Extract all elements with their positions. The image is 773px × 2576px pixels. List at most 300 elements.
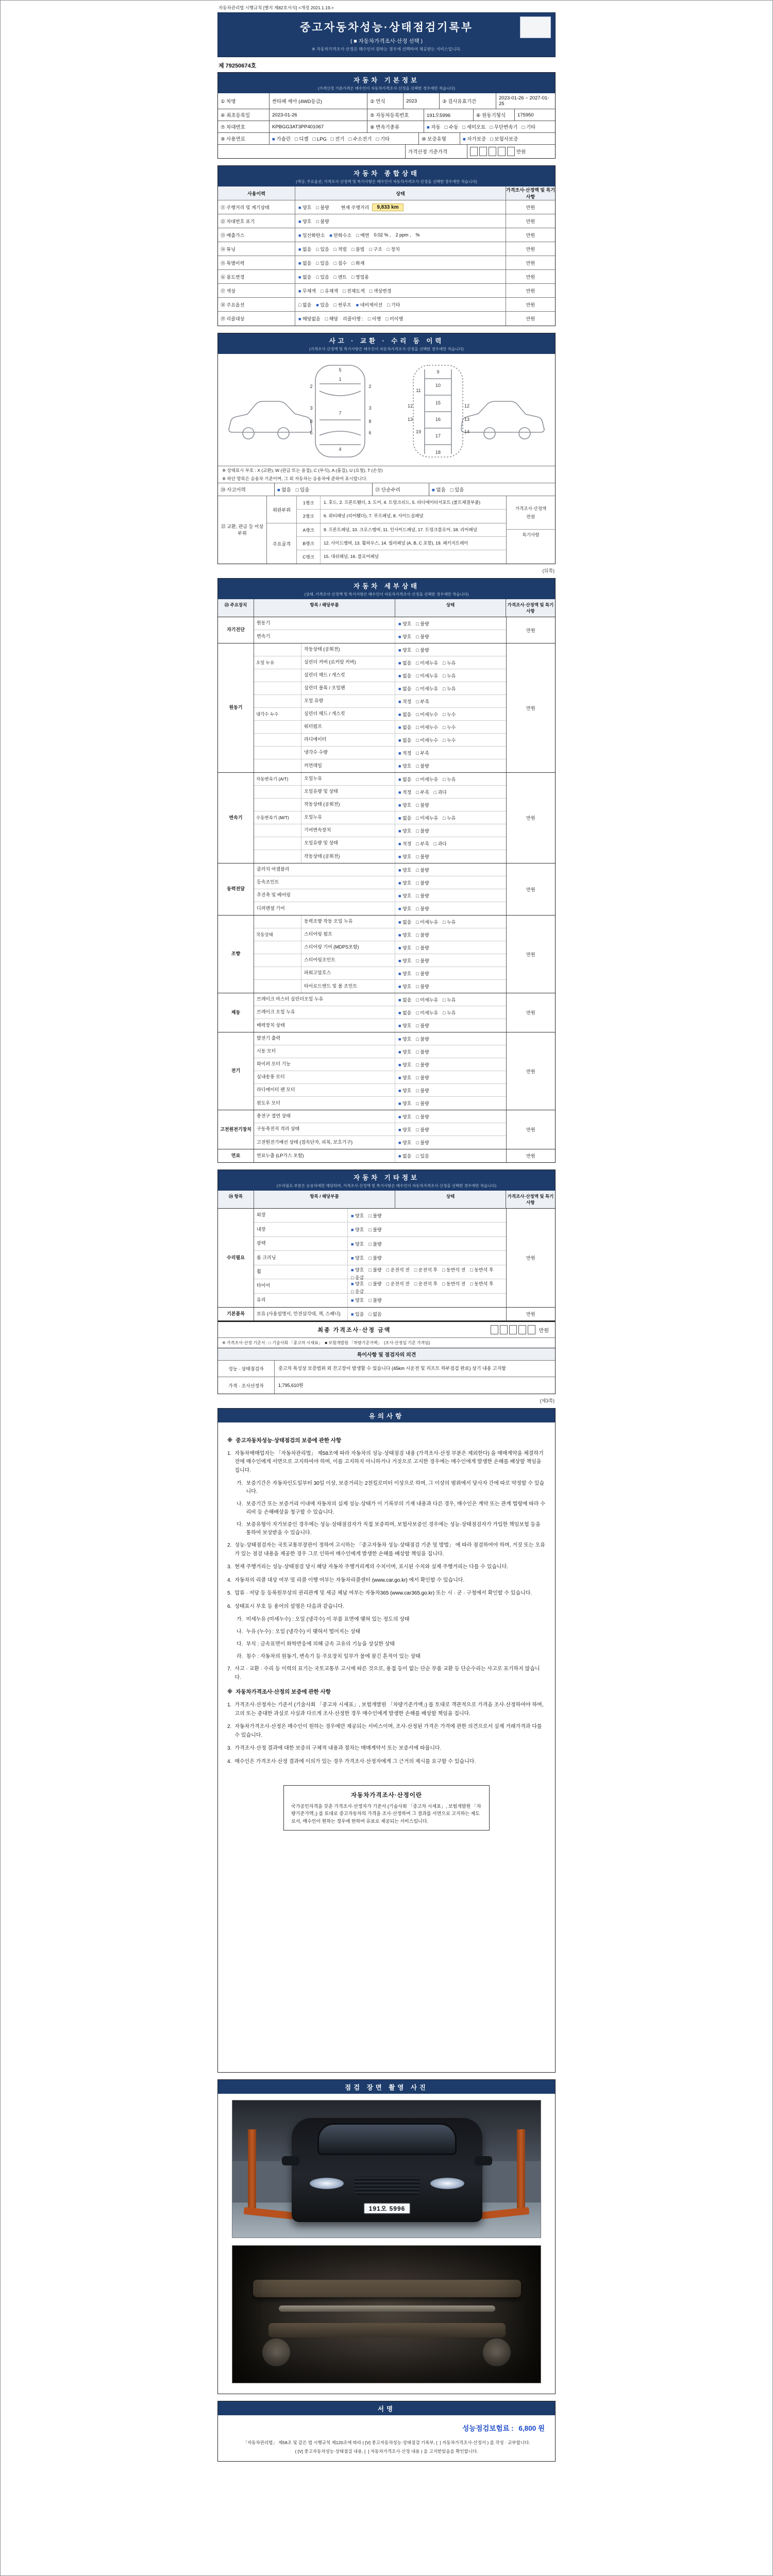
svg-text:13: 13: [407, 417, 413, 422]
price-digit-box: [489, 147, 496, 156]
car-windshield: [317, 2123, 457, 2155]
notice-text: 중고자동차성능·상태점검의 보증에 관한 사항: [236, 1437, 342, 1444]
checkbox-option: ■ 양호: [398, 764, 412, 769]
item-label: 작동상태 (공회전): [301, 799, 395, 811]
item-label: 커먼레일: [301, 759, 395, 772]
checkbox-option: ■ 일산화탄소: [298, 232, 325, 238]
model-year-value: 2023: [404, 93, 440, 109]
detail-row: [254, 1097, 506, 1110]
checkbox-option: □ 불량: [416, 1075, 429, 1080]
section-basic-info: [217, 72, 556, 159]
vehicle-damage-diagram: [222, 358, 551, 464]
detail-row: [254, 1045, 506, 1058]
overall-row-label: ⑮ 특별이력: [218, 256, 295, 269]
sub-group-label: [254, 643, 301, 656]
group-rows: [254, 1308, 506, 1320]
item-label: 냉각수 수량: [301, 747, 395, 759]
inspection-period-label: ③ 검사유효기간: [440, 93, 496, 109]
item-label: 휠: [254, 1265, 348, 1279]
detail-row: [254, 1019, 506, 1032]
notice-number: 다.: [237, 1522, 243, 1528]
simple-repair-label: ㉑ 단순수리: [373, 483, 429, 496]
col-major-device: ㉓ 주요장치: [218, 599, 254, 617]
first-registration-label: ④ 최초등록일: [218, 109, 270, 121]
notice-number: 7.: [227, 1666, 232, 1672]
sub-group-label: [254, 916, 301, 928]
item-status: [395, 876, 506, 889]
checkbox-option: □ 침수: [333, 260, 347, 266]
checkbox-option: □ 해당: [325, 316, 339, 321]
checkbox-option: □ 미세누유: [416, 660, 439, 666]
item-status: [395, 1071, 506, 1083]
item-label: 윈도우 모터: [254, 1097, 395, 1110]
notice-item: [227, 1723, 546, 1740]
transmission-checkboxes: ■ 자동 □ 수동 □ 세미오토 □ 무단변속기 □ 기타: [427, 125, 536, 130]
item-label: 파워고압호스: [301, 967, 395, 979]
price-survey-option: ( ■ 자동차가격조사·산정 선택 ): [350, 38, 423, 44]
checkbox-option: □ 구조: [369, 246, 382, 252]
etc-table-header: [218, 1191, 555, 1209]
overall-row-label: ⑱ 주요옵션: [218, 298, 295, 311]
checkbox-option: ■ 양호: [351, 1213, 364, 1218]
group-rows: [254, 643, 506, 772]
odometer-row: [218, 200, 555, 214]
price-cell: 만원: [526, 288, 535, 294]
item-status: [395, 1058, 506, 1071]
checkbox-option: □ 부족: [416, 841, 429, 846]
checkbox-option: □ 불량: [416, 828, 429, 834]
checkbox-option: □ 불법: [351, 246, 365, 252]
basic-row-2: [218, 109, 555, 121]
checkbox-option: ■ 양호: [398, 984, 412, 989]
checkbox-option: □ 기타: [387, 302, 400, 308]
form-page: [217, 5, 556, 2462]
detail-row: [254, 759, 506, 772]
checkbox-option: ■ 양호: [398, 1127, 412, 1132]
outer-panel-ranks: [297, 496, 506, 523]
group-name: 변속기: [218, 773, 254, 863]
basic-row-4: [218, 133, 555, 145]
item-label: 스티어링조인트: [301, 954, 395, 967]
item-label: 구동축전지 격리 상태: [254, 1123, 395, 1136]
notice-text: 압류 · 저당 등 등록원부상의 권리관계 및 세금 체납 여부는 자동차365 (www.car365.go.kr) 또는 시 · 군 · 구청에서 확인할 수 있습니다.: [234, 1590, 532, 1597]
item-label: 스티어링 펌프: [301, 928, 395, 941]
svg-text:5: 5: [339, 367, 342, 372]
item-status: [395, 799, 506, 811]
checkbox-option: □ 불량: [416, 802, 429, 808]
notice-number: 1.: [227, 1450, 232, 1456]
inspection-insurance-fee: [225, 2420, 548, 2437]
checkbox-option: ■ 탄화수소: [329, 232, 352, 238]
checkbox-option: ■ 양호: [398, 854, 412, 859]
basic-info-header: [218, 73, 555, 93]
etc-group-repair: [218, 1209, 555, 1308]
overall-row-label: ⑬ 배출가스: [218, 228, 295, 242]
checkbox-option: □ 미세누유: [416, 997, 439, 1003]
price-cell: 만원: [506, 617, 555, 643]
detail-group-high-voltage: [218, 1110, 555, 1149]
detail-row: [254, 721, 506, 734]
item-status: [395, 980, 506, 993]
section-etc-info: [217, 1170, 556, 1394]
item-status: [395, 1136, 506, 1149]
checkbox-option: ■ 양호: [298, 205, 312, 210]
engine-type-label: ⑥ 원동기형식: [474, 109, 515, 121]
signature-body: [218, 2415, 555, 2461]
checkbox-option: ■ 없음: [432, 487, 446, 493]
checkbox-option: ■ 양호: [398, 880, 412, 886]
checkbox-option: □ 있음: [295, 487, 310, 493]
rank-row: [297, 550, 506, 564]
sub-group-label: [254, 669, 301, 682]
sub-group-label: 수동변속기 (M/T): [254, 811, 301, 824]
item-label: 광택: [254, 1237, 348, 1250]
svg-text:3: 3: [310, 405, 313, 411]
sub-group-label: [254, 837, 301, 850]
price-cell: 만원: [506, 916, 555, 993]
car-mirror-left: [282, 2156, 299, 2165]
page-marker: (제3쪽): [540, 1398, 554, 1403]
item-label: 실린더 헤드 / 개스킷: [301, 669, 395, 682]
rankB-items: 12. 사이드멤버, 13. 휠하우스, 14. 필러패널 (A, B, C 포함), 19. 패키지트레이: [324, 540, 468, 546]
appraiser-remarks-row: [218, 1377, 555, 1394]
appraiser-opinion: 1,795,610원: [278, 1382, 304, 1388]
notice-text: 보증기간 또는 보증거리 이내에 자동차의 실제 성능·상태가 이 기록부의 기재 내용과 다른 경우, 매수인은 계약 또는 관계 법령에 따라 수리비 등 손해배상을 청구할 수 있습니다.: [246, 1501, 545, 1516]
detail-row: [254, 1123, 506, 1136]
notices-text: [218, 1422, 555, 1775]
detail-header: [218, 579, 555, 599]
notice-item: [227, 1665, 546, 1682]
checkbox-option: □ 전체도색: [343, 288, 365, 294]
checkbox-option: □ 누수: [443, 724, 456, 730]
detail-row: [254, 941, 506, 954]
item-status: [395, 1045, 506, 1058]
svg-text:2: 2: [310, 384, 313, 389]
item-label: 시동 모터: [254, 1045, 395, 1058]
checkbox-option: □ 누유: [443, 686, 456, 691]
checkbox-option: ■ 없음: [398, 724, 412, 730]
etc-header: [218, 1170, 555, 1191]
notice-number: 라.: [237, 1654, 243, 1660]
group-name: 고전원전기장치: [218, 1110, 254, 1149]
detail-row: [254, 850, 506, 863]
group-name: 전기: [218, 1032, 254, 1110]
notice-item: [237, 1628, 546, 1636]
document-header: [217, 12, 556, 57]
item-status: [348, 1279, 506, 1293]
checkbox-option: □ 유채색: [321, 288, 339, 294]
checkbox-option: □ 있음: [416, 1154, 429, 1159]
remarks-header: 특이사항 및 점검자의 의견: [218, 1348, 555, 1361]
simple-repair-state: [429, 483, 555, 496]
item-status: [348, 1237, 506, 1250]
group-name: 제동: [218, 993, 254, 1032]
vin-label: ⑦ 차대번호: [218, 121, 270, 132]
checkbox-option: □ 미세누수: [416, 737, 439, 743]
detail-row: [254, 656, 506, 669]
checkbox-option: □ 적법: [333, 246, 347, 252]
detail-row: [254, 993, 506, 1006]
definition-box-title: 자동차가격조사·산정이란: [350, 1792, 423, 1799]
checkbox-option: □ 누유: [443, 776, 456, 782]
sub-group-label: [254, 786, 301, 798]
checkbox-option: □ 없음: [368, 1312, 382, 1317]
checkbox-option: □ 썬루프: [333, 302, 351, 308]
page-marker: (뒤쪽): [542, 568, 554, 573]
group-rows: [254, 773, 506, 863]
notice-item: [227, 1577, 546, 1585]
checkbox-option: ■ 무채색: [298, 288, 316, 294]
price-digit-box: [479, 147, 487, 156]
item-status: [395, 747, 506, 759]
detail-row: [254, 695, 506, 708]
photo2-vignette: [232, 2246, 541, 2383]
group-name: 자기진단: [218, 617, 254, 643]
price-digit-box: [507, 147, 515, 156]
svg-text:12: 12: [464, 403, 470, 409]
price-cell: 만원: [506, 993, 555, 1032]
basic-row-3: [218, 121, 555, 133]
plate-number-value: 191오5996: [424, 109, 474, 121]
overall-rows: [218, 214, 555, 326]
overall-row-state: [295, 228, 506, 242]
detail-row: [254, 1149, 506, 1162]
price-digit-box: [498, 147, 506, 156]
section-overall-condition: [217, 165, 556, 326]
notice-text: 침수 : 자동차의 원동기, 변속기 등 주요장치 일부가 물에 잠긴 흔적이 있는 상태: [246, 1654, 421, 1660]
checkbox-option: ■ 없음: [398, 776, 412, 782]
item-label: 실린더 블록 / 오일팬: [301, 682, 395, 694]
price-digit-box: [528, 1325, 535, 1334]
checkbox-option: ■ 있음: [316, 302, 329, 308]
vehicle-diagram-area: [218, 354, 555, 466]
checkbox-option: ■ 양호: [398, 1075, 412, 1080]
checkbox-option: ■ 적정: [398, 699, 412, 704]
checkbox-option: ■ 양호: [398, 945, 412, 951]
notice-item: [237, 1653, 546, 1661]
checkbox-option: □ 누수: [443, 711, 456, 717]
checkbox-option: □ 불량: [316, 218, 329, 224]
item-status: [395, 617, 506, 630]
diagram-basis-note: ※ 하단 항목은 승용차 기준이며, 그 외 자동차는 승용차에 준하여 표시합니다.: [222, 476, 367, 481]
item-label: 기어변속장치: [301, 824, 395, 837]
checkbox-option: □ 불량: [416, 1127, 429, 1132]
detail-row: [254, 916, 506, 928]
checkbox-option: ■ 없음: [398, 711, 412, 717]
checkbox-option: □ 누유: [443, 1010, 456, 1015]
item-label: 실린더 커버 (로커암 커버): [301, 656, 395, 669]
checkbox-option: ■ 양호: [351, 1281, 364, 1287]
svg-text:2: 2: [368, 384, 372, 389]
item-label: 실린더 헤드 / 개스킷: [301, 708, 395, 720]
notice-item: [227, 1744, 546, 1753]
sub-group-label: 자동변속기 (A/T): [254, 773, 301, 785]
checkbox-option: □ 이행: [367, 316, 381, 321]
checkbox-option: ■ 양호: [398, 1062, 412, 1067]
price-cell: 만원: [506, 1032, 555, 1110]
etc-title: 자동차 기타정보: [354, 1174, 419, 1181]
section-inspection-photos: [217, 2079, 556, 2394]
item-status: [395, 928, 506, 941]
detail-row: [254, 617, 506, 630]
item-status: [395, 708, 506, 720]
exchange-label: ㉒ 교환, 판금 등 이상 부위: [218, 496, 267, 564]
checkbox-option: □ 불량: [416, 1140, 429, 1145]
rankA-label: A랭크: [297, 523, 321, 536]
overall-row: [218, 228, 555, 242]
notice-item: [227, 1758, 546, 1767]
final-price-row: [218, 1321, 555, 1337]
checkbox-option: □ 불량: [416, 945, 429, 951]
basic-row-1: [218, 93, 555, 109]
svg-text:4: 4: [339, 447, 342, 452]
history-note: (가격조사·산정액 및 특기사항은 매수인이 자동차가격조사·산정을 선택한 경우에만 적습니다): [309, 347, 464, 351]
inspection-period-value: 2023-01-26 ~ 2027-01-25: [499, 95, 549, 107]
notice-item: [227, 1701, 546, 1718]
price-cell: 만원: [506, 1149, 555, 1162]
notice-item: [237, 1521, 546, 1537]
detail-row: [254, 747, 506, 759]
group-rows: [254, 1032, 506, 1110]
checkbox-option: □ 미세누수: [416, 711, 439, 717]
checkbox-option: □ 응급: [351, 1275, 364, 1280]
photo-car-front-on-lift: [232, 2100, 541, 2238]
sub-group-label: [254, 695, 301, 707]
checkbox-option: □ 불량: [368, 1227, 382, 1233]
rank1-label: 1랭크: [297, 496, 321, 509]
checkbox-option: ■ 적정: [398, 789, 412, 795]
notice-number: ※: [227, 1437, 233, 1444]
rank2-items: 6. 쿼터패널 (리어휀더), 7. 루프패널, 8. 사이드실패널: [324, 513, 424, 519]
checkbox-option: □ 불량: [416, 1062, 429, 1067]
warranty-type-checkboxes: ■ 자가보증 □ 보험사보증: [463, 137, 518, 142]
checkbox-option: ■ 없음: [398, 919, 412, 925]
sub-group-label: [254, 759, 301, 772]
detail-row: [254, 708, 506, 721]
accident-repair-row: [218, 483, 555, 496]
svg-text:8: 8: [310, 419, 313, 424]
overall-row: [218, 312, 555, 326]
checkbox-option: 리콜이행 :: [343, 316, 363, 321]
checkbox-option: □ 미세누유: [416, 686, 439, 691]
sub-group-label: [254, 799, 301, 811]
checkbox-option: ■ 양호: [398, 1114, 412, 1120]
checkbox-option: □ 미세누유: [416, 1010, 439, 1015]
sub-group-label: [254, 824, 301, 837]
item-status: [395, 721, 506, 733]
notice-text: 보증유형이 자가보증인 경우에는 성능·상태점검자가 직접 보증하며, 보험사보증인 경우에는 성능·상태점검자가 가입한 책임보험 등을 통하여 보상받을 수 있습니다.: [246, 1522, 541, 1536]
item-status: [395, 773, 506, 785]
history-header: [218, 333, 555, 354]
exchange-body: [267, 496, 506, 564]
col-state: 상태: [295, 187, 506, 200]
overall-row-state: [295, 284, 506, 297]
rankC-label: C랭크: [297, 550, 321, 564]
detail-group-engine: [218, 643, 555, 773]
detail-row: [254, 928, 506, 941]
detail-row: [254, 863, 506, 876]
detail-row: [254, 799, 506, 811]
fee-value: 6,800 원: [518, 2425, 545, 2432]
overall-row-label: ⑯ 용도변경: [218, 270, 295, 283]
checkbox-option: □ 불량: [416, 621, 429, 626]
col-item-part: 항목 / 해당부품: [254, 599, 395, 617]
etc-row: [254, 1265, 506, 1279]
checkbox-option: □ 누수: [443, 737, 456, 743]
item-status: [395, 1149, 506, 1162]
item-status: [395, 850, 506, 863]
checkbox-option: 0.02 % ,: [374, 232, 391, 238]
group-rows: [254, 1209, 506, 1307]
fee-label: 성능점검보험료 :: [462, 2425, 514, 2432]
lift-post-right: [517, 2129, 525, 2212]
item-label: 내장: [254, 1223, 348, 1236]
overall-row-state: [295, 312, 506, 326]
item-status: [395, 1006, 506, 1019]
detail-row: [254, 643, 506, 656]
checkbox-option: ■ 양호: [398, 1088, 412, 1093]
checkbox-option: ■ 적정: [398, 750, 412, 756]
item-label: 타이어: [254, 1279, 348, 1293]
item-status: [395, 1032, 506, 1045]
checkbox-option: □ 영업용: [351, 274, 369, 280]
sub-group-label: [254, 850, 301, 863]
group-rows: [254, 863, 506, 915]
item-status: [348, 1251, 506, 1264]
item-status: [395, 1123, 506, 1136]
checkbox-option: □ 불량: [416, 1023, 429, 1028]
item-status: [395, 734, 506, 746]
notices-title: 유의사항: [368, 1413, 405, 1420]
notice-number: 1.: [227, 1702, 232, 1708]
group-name: 조향: [218, 916, 254, 993]
notice-item: [237, 1616, 546, 1624]
item-label: 추진축 및 베어링: [254, 889, 395, 902]
accident-history-label: ⑳ 사고이력: [218, 483, 275, 496]
overall-row-state: [295, 242, 506, 256]
price-cell: 만원: [526, 274, 535, 280]
detail-row: [254, 1084, 506, 1097]
car-license-plate: 191오 5996: [363, 2202, 411, 2214]
notice-item: [227, 1603, 546, 1612]
detail-note: (상태, 가격조사·산정액 및 특기사항은 매수인이 자동차가격조사·산정을 선택한 경우에만 적습니다): [304, 592, 469, 597]
checkbox-option: □ 불량: [416, 867, 429, 873]
svg-text:6: 6: [368, 430, 372, 435]
checkbox-option: □ 없음: [298, 302, 312, 308]
section-detail-condition: [217, 578, 556, 1163]
checkbox-option: □ 동반석 후: [470, 1281, 494, 1287]
price-cell: 만원: [526, 205, 535, 210]
svg-text:7: 7: [339, 411, 342, 416]
checkbox-option: ■ 없음: [298, 274, 312, 280]
sub-group-label: [254, 734, 301, 746]
item-label: 동력조향 작동 오일 누유: [301, 916, 395, 928]
checkbox-option: ■ 양호: [298, 218, 312, 224]
item-label: 변속기: [254, 630, 395, 643]
checkbox-option: □ 불량: [416, 932, 429, 938]
detail-row: [254, 786, 506, 799]
outer-panel-label: 외판부위: [267, 496, 297, 523]
checkbox-option: □ 불량: [416, 984, 429, 989]
fuel-label: ⑨ 사용연료: [218, 133, 270, 144]
checkbox-option: ■ 없음: [398, 815, 412, 821]
overall-header: [218, 166, 555, 187]
checkbox-option: □ 불량: [416, 647, 429, 653]
checkbox-option: □ 과다: [433, 841, 447, 846]
detail-title: 자동차 세부상태: [354, 583, 419, 590]
item-status: [395, 954, 506, 967]
notice-item: [227, 1437, 546, 1445]
